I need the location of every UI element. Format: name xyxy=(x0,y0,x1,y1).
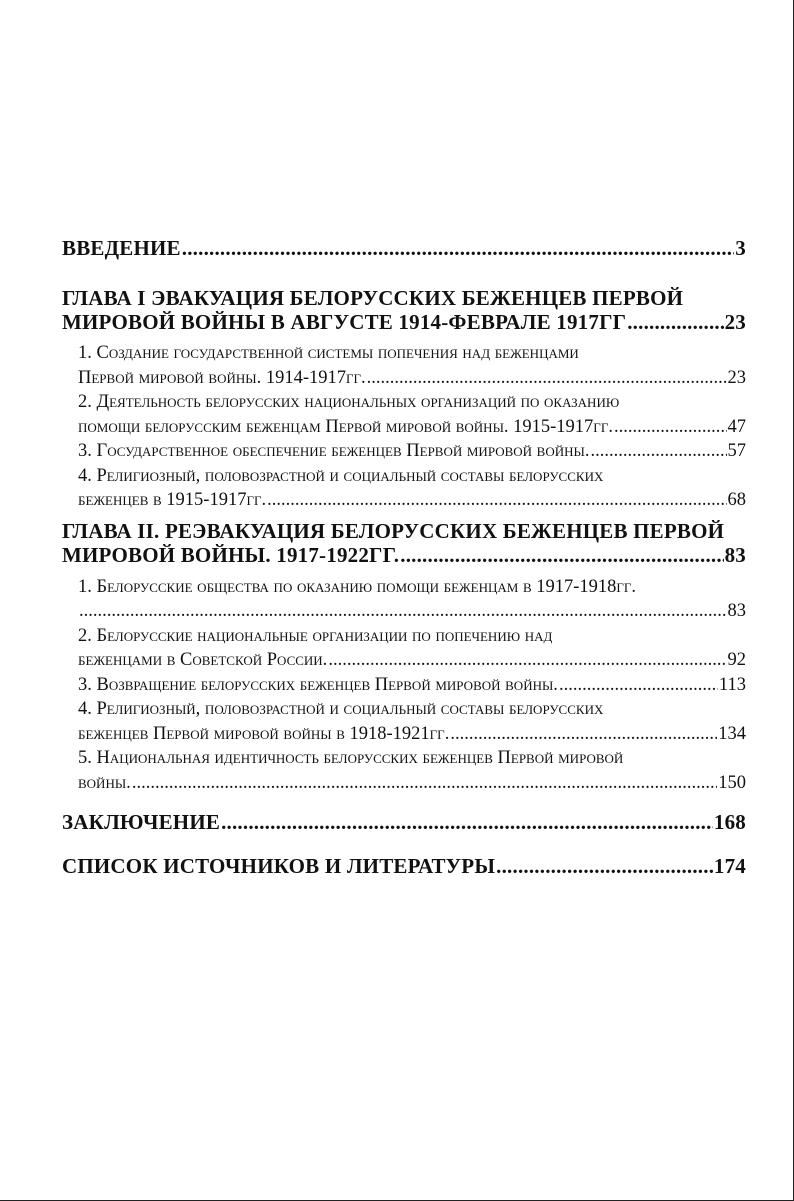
section-title-line-2: беженцами в Советской России. xyxy=(78,650,328,670)
toc-section-1-4[interactable] xyxy=(62,464,746,513)
toc-entry-chapter-2[interactable] xyxy=(62,519,746,567)
section-title-line-2: беженцев в 1915-1917гг. xyxy=(78,490,267,510)
toc-page-number: 83 xyxy=(724,542,746,567)
section-title-line-2: беженцев Первой мировой войны в 1918-1921гг. xyxy=(78,723,450,744)
section-title-line-1: 5. Национальная идентичность белорусских беженцев Первой мировой xyxy=(78,748,624,768)
section-title-line-1: 4. Религиозный, половозрастной и социальный составы белорусских xyxy=(78,699,604,719)
section-title-line-1: 3. Возвращение белорусских беженцев Первой мировой войны. xyxy=(78,674,558,695)
toc-section-1-3[interactable] xyxy=(62,439,746,464)
section-title-line-2: помощи белорусским беженцам Первой мировой войны. 1915-1917гг. xyxy=(78,416,613,437)
dot-leader xyxy=(590,439,726,464)
chapter-title-line-1: ГЛАВА II. РЕЭВАКУАЦИЯ БЕЛОРУССКИХ БЕЖЕНЦЕВ ПЕРВОЙ xyxy=(62,518,725,543)
dot-leader xyxy=(627,310,723,334)
dot-leader xyxy=(182,236,735,260)
dot-leader xyxy=(328,648,726,673)
toc-page-number: 150 xyxy=(718,772,746,793)
toc-section-2-1[interactable] xyxy=(62,575,746,624)
toc-entry-title: ЗАКЛЮЧЕНИЕ xyxy=(62,810,221,834)
dot-leader xyxy=(614,415,727,440)
chapter-title-line-1: ГЛАВА I ЭВАКУАЦИЯ БЕЛОРУССКИХ БЕЖЕНЦЕВ ПЕРВОЙ xyxy=(62,286,684,310)
section-title-line-1: 3. Государственное обеспечение беженцев Первой мировой войны. xyxy=(78,441,590,461)
toc-entry-conclusion[interactable] xyxy=(62,810,746,834)
toc-line xyxy=(62,310,746,334)
toc-line xyxy=(78,366,746,391)
dot-leader xyxy=(221,810,713,834)
toc-section-2-2[interactable] xyxy=(62,624,746,673)
toc-page-number: 47 xyxy=(727,416,746,437)
toc-line xyxy=(62,236,746,260)
dot-leader xyxy=(559,673,718,698)
toc-page-number: 68 xyxy=(727,490,746,510)
dot-leader xyxy=(267,488,726,513)
toc-page-number: 174 xyxy=(713,854,746,878)
section-title-line-2: Первой мировой войны. 1914-1917гг. xyxy=(78,367,366,388)
toc-page-number: 3 xyxy=(735,236,746,260)
dot-leader xyxy=(450,722,717,747)
toc-page-number: 113 xyxy=(718,674,746,695)
toc-page-number: 134 xyxy=(718,723,746,744)
toc-section-2-3[interactable] xyxy=(62,673,746,698)
toc-section-2-5[interactable] xyxy=(62,746,746,795)
section-title-line-1: 2. Белорусские национальные организации по попечению над xyxy=(78,625,553,646)
toc-line xyxy=(78,648,746,673)
toc-line xyxy=(78,439,746,464)
dot-leader xyxy=(367,366,727,391)
toc-line xyxy=(78,415,746,440)
toc-entry-chapter-1[interactable] xyxy=(62,286,746,334)
chapter-title-line-2: МИРОВОЙ ВОЙНЫ В АВГУСТЕ 1914-ФЕВРАЛЕ 1917ГГ xyxy=(62,310,627,334)
dot-leader xyxy=(132,771,717,796)
toc-line xyxy=(62,810,746,834)
toc-line xyxy=(62,854,746,878)
toc-section-2-4[interactable] xyxy=(62,697,746,746)
section-title-line-1: 1. Белорусские общества по оказанию помощи беженцам в 1917-1918гг. xyxy=(78,576,637,597)
toc-line xyxy=(78,771,746,796)
chapter-title-line-2: МИРОВОЙ ВОЙНЫ. 1917-1922ГГ. xyxy=(62,542,400,567)
toc-page-number: 57 xyxy=(727,441,746,461)
section-title-line-1: 2. Деятельность белорусских национальных организаций по оказанию xyxy=(78,392,620,412)
toc-section-1-1[interactable] xyxy=(62,341,746,390)
section-title-line-2: войны. xyxy=(78,772,131,793)
toc-line xyxy=(78,722,746,747)
toc-section-1-2[interactable] xyxy=(62,390,746,439)
toc-line xyxy=(78,673,746,698)
toc-entry-intro[interactable] xyxy=(62,236,746,260)
toc-page-number: 168 xyxy=(713,810,746,834)
toc-line xyxy=(78,488,746,513)
dot-leader xyxy=(400,543,723,567)
table-of-contents xyxy=(62,236,746,878)
toc-page-number: 83 xyxy=(727,601,746,621)
toc-page-number: 23 xyxy=(727,367,746,388)
toc-line xyxy=(78,599,746,624)
section-title-line-1: 4. Религиозный, половозрастной и социальный составы белорусских xyxy=(78,465,604,486)
dot-leader xyxy=(79,599,727,624)
toc-line xyxy=(62,543,746,567)
section-title-line-1: 1. Создание государственной системы попечения над беженцами xyxy=(78,343,579,363)
toc-entry-title: СПИСОК ИСТОЧНИКОВ И ЛИТЕРАТУРЫ xyxy=(62,854,496,878)
toc-page-number: 23 xyxy=(724,310,746,334)
toc-entry-title: ВВЕДЕНИЕ xyxy=(62,236,181,260)
toc-page-number: 92 xyxy=(727,650,746,670)
toc-entry-sources[interactable] xyxy=(62,854,746,878)
dot-leader xyxy=(496,854,713,878)
